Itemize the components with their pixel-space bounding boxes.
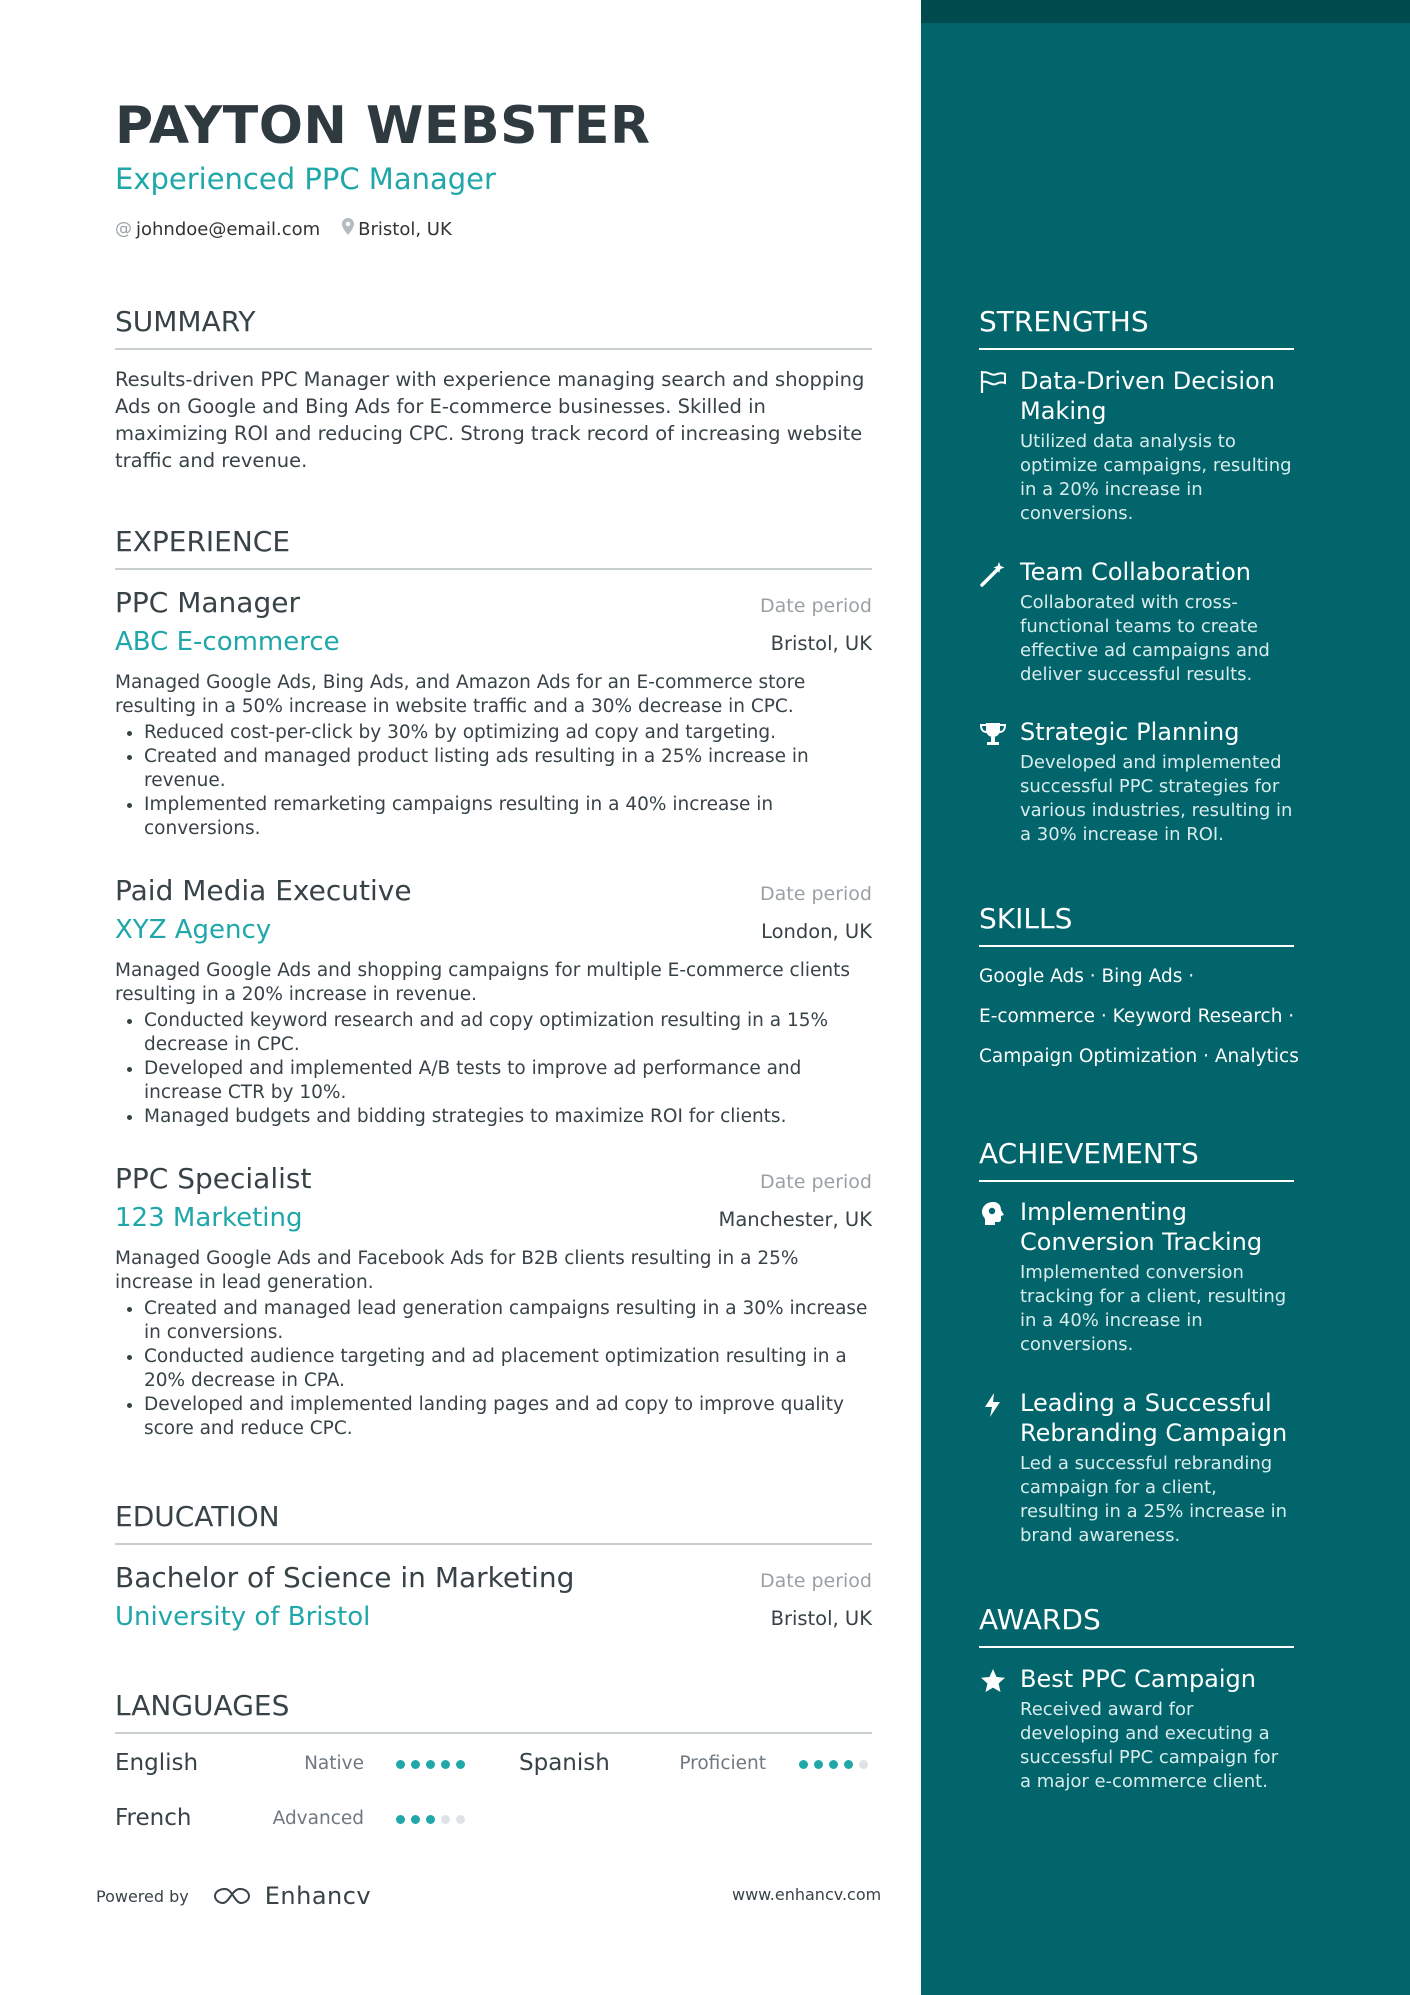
language-level: Advanced	[272, 1808, 364, 1829]
strengths-heading: STRENGTHS	[979, 305, 1294, 350]
job-bullet: • Developed and implemented A/B tests to improve ad performance and increase CTR by 10%.	[144, 1057, 872, 1105]
strength-title: Data-Driven Decision Making	[1020, 367, 1275, 425]
skill-line: Google Ads · Bing Ads ·	[979, 966, 1195, 987]
job-bullets	[115, 721, 872, 841]
job-role: PPC Specialist	[115, 1162, 312, 1195]
strength-text: Developed and implemented successful PPC strategies for various industries, resulting in a 30% increase in ROI.	[1020, 752, 1293, 845]
strength-text: Collaborated with cross-functional teams to create effective ad campaigns and deliver successful results.	[1020, 592, 1270, 685]
experience-heading: EXPERIENCE	[115, 525, 872, 570]
rating-dot-filled	[814, 1760, 823, 1769]
job-bullet: • Created and managed product listing ads resulting in a 25% increase in revenue.	[144, 745, 872, 793]
language-name: Spanish	[519, 1750, 610, 1776]
language-rating	[396, 1760, 471, 1769]
rating-dot-filled	[441, 1760, 450, 1769]
rating-dot-filled	[829, 1760, 838, 1769]
email-text[interactable]: johndoe@email.com	[136, 218, 321, 240]
rating-dot-filled	[456, 1760, 465, 1769]
job-bullets	[115, 1297, 872, 1441]
job-role: PPC Manager	[115, 586, 300, 619]
strength-item	[979, 717, 1294, 847]
awards-heading: AWARDS	[979, 1603, 1294, 1648]
skills-list	[979, 957, 1299, 1077]
job-bullets	[115, 1009, 872, 1129]
job-bullet: • Conducted keyword research and ad copy optimization resulting in a 15% decrease in CPC.	[144, 1009, 872, 1057]
strength-item	[979, 366, 1294, 526]
rating-dot-filled	[844, 1760, 853, 1769]
strength-item	[979, 557, 1294, 687]
award-text: Received award for developing and executing a successful PPC campaign for a major e-commerce client.	[1020, 1699, 1279, 1792]
achievement-text: Implemented conversion tracking for a client, resulting in a 40% increase in conversions.	[1020, 1262, 1287, 1355]
job-role: Paid Media Executive	[115, 874, 412, 907]
skill-line: E-commerce · Keyword Research ·	[979, 1006, 1295, 1027]
summary-heading: SUMMARY	[115, 305, 872, 350]
rating-dot-filled	[426, 1815, 435, 1824]
footer-branding	[96, 1882, 371, 1910]
job-description: Managed Google Ads and shopping campaigns for multiple E-commerce clients resulting in a 20% increase in revenue.	[115, 960, 851, 1005]
rating-dot-empty	[441, 1815, 450, 1824]
language-level: Native	[304, 1753, 364, 1774]
location-pin-icon	[342, 218, 354, 240]
achievement-text: Led a successful rebranding campaign for a client, resulting in a 25% increase in brand awareness.	[1020, 1453, 1288, 1546]
rating-dot-filled	[426, 1760, 435, 1769]
job-bullet: • Reduced cost-per-click by 30% by optimizing ad copy and targeting.	[144, 721, 872, 745]
enhancv-logo-icon	[213, 1885, 259, 1907]
rating-dot-filled	[396, 1815, 405, 1824]
rating-dot-empty	[456, 1815, 465, 1824]
job-entry	[115, 1162, 872, 1441]
head-brain-icon	[979, 1200, 1007, 1228]
job-company: 123 Marketing	[115, 1203, 303, 1233]
job-bullet: • Managed budgets and bidding strategies to maximize ROI for clients.	[144, 1105, 872, 1129]
language-name: English	[115, 1750, 199, 1776]
award-item	[979, 1664, 1294, 1794]
strength-title: Strategic Planning	[1020, 718, 1240, 746]
job-location: London, UK	[761, 920, 872, 943]
achievement-item	[979, 1388, 1294, 1548]
job-entry	[115, 586, 872, 841]
achievements-heading: ACHIEVEMENTS	[979, 1137, 1294, 1182]
sidebar-top-bar	[921, 0, 1410, 23]
strength-title: Team Collaboration	[1020, 558, 1252, 586]
skill-line: Campaign Optimization · Analytics	[979, 1046, 1299, 1067]
rating-dot-filled	[799, 1760, 808, 1769]
flag-icon	[979, 369, 1007, 397]
languages-heading: LANGUAGES	[115, 1689, 872, 1734]
contact-info	[115, 218, 452, 240]
achievement-item	[979, 1197, 1294, 1357]
award-title: Best PPC Campaign	[1020, 1665, 1257, 1693]
rating-dot-filled	[411, 1760, 420, 1769]
rating-dot-empty	[859, 1760, 868, 1769]
achievement-title: Leading a Successful Rebranding Campaign	[1020, 1389, 1288, 1447]
candidate-name: PAYTON WEBSTER	[115, 96, 651, 156]
location-text: Bristol, UK	[358, 218, 452, 240]
job-bullet: • Implemented remarketing campaigns resulting in a 40% increase in conversions.	[144, 793, 872, 841]
at-icon: @	[115, 219, 132, 239]
language-rating	[799, 1760, 874, 1769]
job-date: Date period	[760, 595, 872, 617]
achievement-title: Implementing Conversion Tracking	[1020, 1198, 1263, 1256]
job-location: Manchester, UK	[718, 1208, 872, 1231]
lightning-icon	[979, 1391, 1007, 1419]
language-level: Proficient	[679, 1753, 766, 1774]
education-location: Bristol, UK	[770, 1607, 872, 1630]
job-company: ABC E-commerce	[115, 627, 340, 657]
job-date: Date period	[760, 883, 872, 905]
footer-url[interactable]: www.enhancv.com	[732, 1885, 882, 1904]
skills-heading: SKILLS	[979, 902, 1294, 947]
rating-dot-filled	[396, 1760, 405, 1769]
strength-text: Utilized data analysis to optimize campaigns, resulting in a 20% increase in conversions.	[1020, 431, 1292, 524]
language-rating	[396, 1815, 471, 1824]
job-description: Managed Google Ads and Facebook Ads for B2B clients resulting in a 25% increase in lead generation.	[115, 1248, 799, 1293]
magic-wand-icon	[979, 560, 1007, 588]
powered-by-text: Powered by	[96, 1886, 189, 1906]
education-entry	[115, 1561, 872, 1632]
star-icon	[979, 1667, 1007, 1695]
education-date: Date period	[760, 1570, 872, 1592]
job-bullet: • Developed and implemented landing pages and ad copy to improve quality score and reduce CPC.	[144, 1393, 872, 1441]
job-entry	[115, 874, 872, 1129]
job-location: Bristol, UK	[770, 632, 872, 655]
job-description: Managed Google Ads, Bing Ads, and Amazon Ads for an E-commerce store resulting in a 50% increase in website traffic and a 30% decrease in CPC.	[115, 672, 806, 717]
education-heading: EDUCATION	[115, 1500, 872, 1545]
job-bullet: • Conducted audience targeting and ad placement optimization resulting in a 20% decrease in CPA.	[144, 1345, 872, 1393]
summary-text: Results-driven PPC Manager with experience managing search and shopping Ads on Google and Bing Ads for E-commerce businesses. Skilled in maximizing ROI and reducing CPC. Strong track record of increasing website traffic and revenue.	[115, 368, 865, 472]
job-date: Date period	[760, 1171, 872, 1193]
school: University of Bristol	[115, 1602, 371, 1632]
trophy-icon	[979, 720, 1007, 748]
language-name: French	[115, 1805, 192, 1831]
job-bullet: • Created and managed lead generation campaigns resulting in a 30% increase in conversions.	[144, 1297, 872, 1345]
candidate-title: Experienced PPC Manager	[115, 162, 496, 196]
degree: Bachelor of Science in Marketing	[115, 1561, 575, 1594]
job-company: XYZ Agency	[115, 915, 272, 945]
rating-dot-filled	[411, 1815, 420, 1824]
brand-name: Enhancv	[264, 1882, 372, 1910]
